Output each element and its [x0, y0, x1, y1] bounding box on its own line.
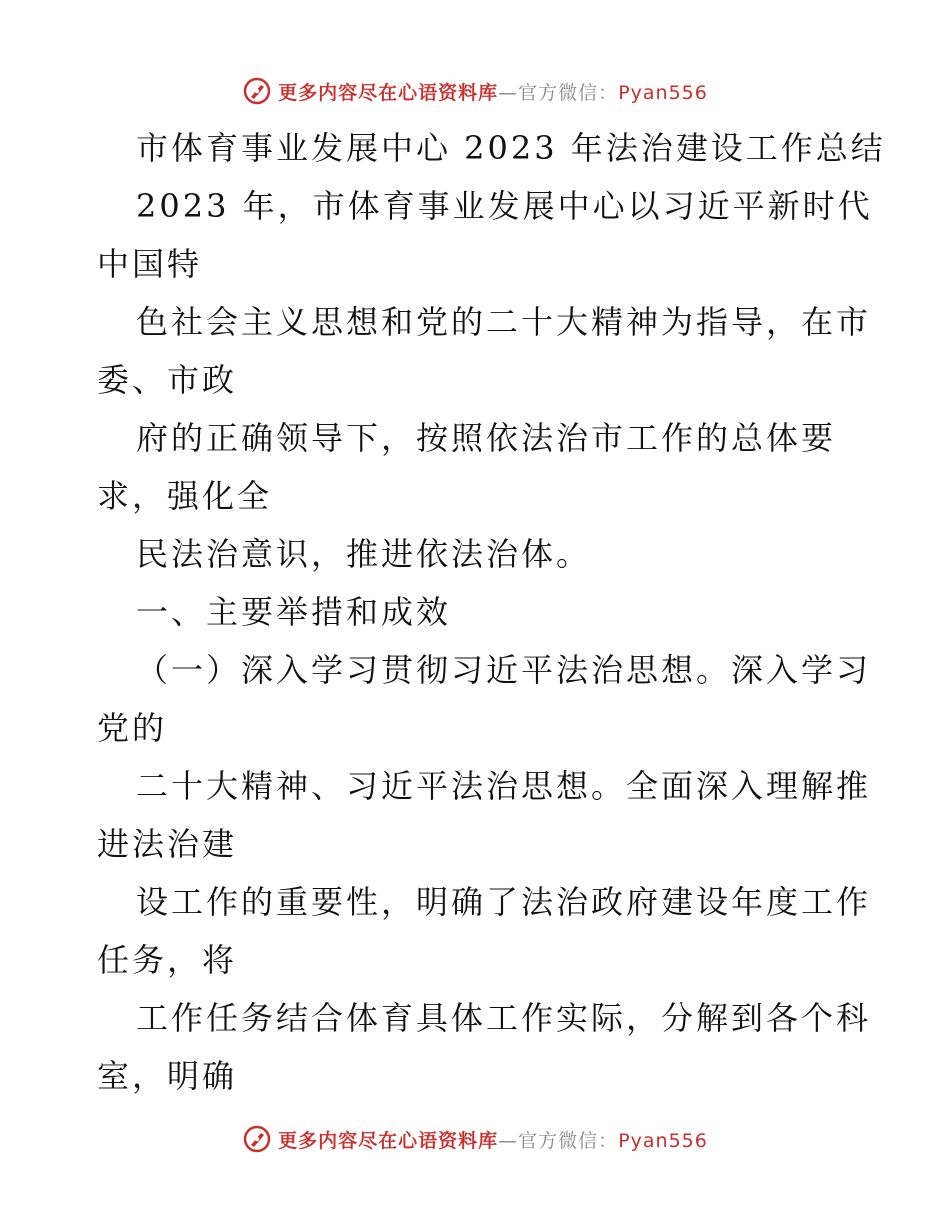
paragraph-line: 府的正确领导下，按照依法治市工作的总体要: [136, 419, 837, 457]
paragraph-line: 进法治建: [97, 825, 238, 863]
paragraph-line: （一）深入学习贯彻习近平法治思想。深入学习: [136, 651, 872, 689]
pen-circle-icon: [242, 76, 272, 106]
banner-dash: —: [498, 81, 519, 104]
footer-banner: [0, 1119, 950, 1159]
banner-text: [278, 1126, 708, 1153]
banner-label: 官方微信：: [518, 81, 619, 104]
banner-main-text: 更多内容尽在心语资料库: [278, 1129, 499, 1152]
pen-circle-icon: [242, 1124, 272, 1154]
header-banner: [0, 71, 950, 111]
paragraph-line: 任务，将: [97, 941, 238, 979]
banner-main-text: 更多内容尽在心语资料库: [278, 81, 499, 104]
paragraph-line: 中国特: [97, 245, 203, 283]
paragraph-line: 党的: [97, 709, 168, 747]
paragraph-line: 民法治意识，推进依法治体。: [136, 535, 592, 573]
document-title: 市体育事业发展中心 2023 年法治建设工作总结: [136, 129, 886, 167]
banner-label: 官方微信：: [518, 1129, 619, 1152]
paragraph-line: 2023 年，市体育事业发展中心以习近平新时代: [136, 187, 873, 225]
paragraph-line: 室，明确: [97, 1057, 238, 1095]
banner-account: Pyan556: [618, 1129, 708, 1152]
banner-text: [278, 78, 708, 105]
section-heading: 一、主要举措和成效: [136, 593, 452, 631]
banner-account: Pyan556: [618, 81, 708, 104]
banner-dash: —: [498, 1129, 519, 1152]
paragraph-line: 二十大精神、习近平法治思想。全面深入理解推: [136, 767, 872, 805]
paragraph-line: 色社会主义思想和党的二十大精神为指导，在市: [136, 303, 872, 341]
paragraph-line: 工作任务结合体育具体工作实际，分解到各个科: [136, 999, 872, 1037]
paragraph-line: 设工作的重要性，明确了法治政府建设年度工作: [136, 883, 872, 921]
paragraph-line: 委、市政: [97, 361, 238, 399]
paragraph-line: 求，强化全: [97, 477, 273, 515]
